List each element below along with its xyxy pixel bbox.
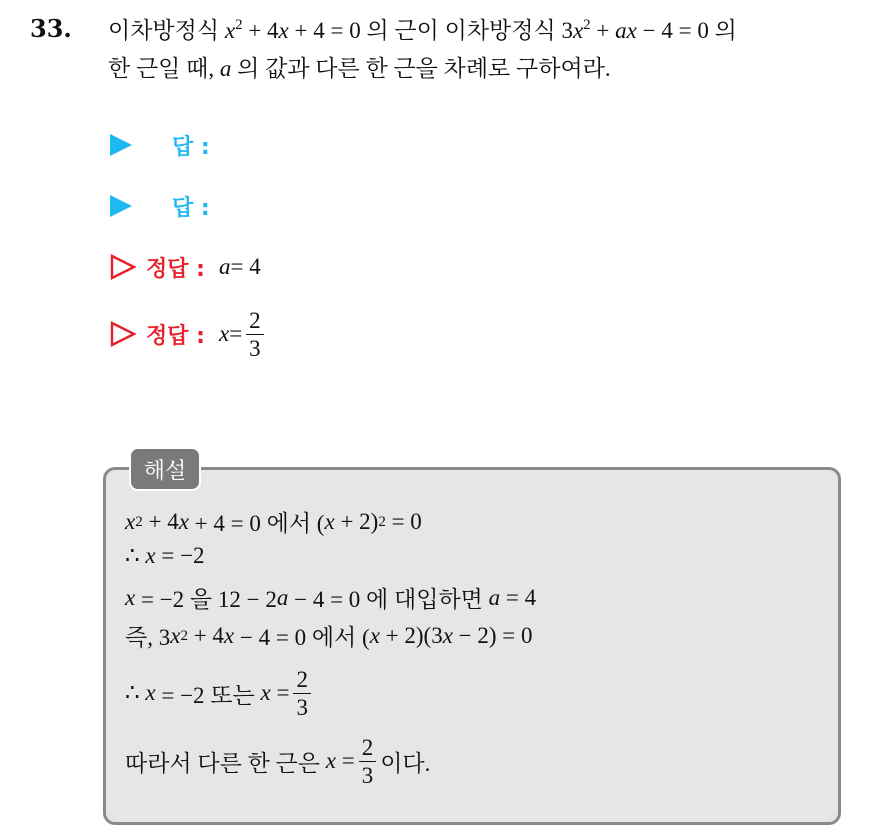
correct-label: 정답 : (146, 323, 205, 349)
numerator: 2 (296, 666, 308, 692)
var: x (224, 18, 236, 43)
fraction (293, 668, 311, 719)
text: − 4 = 0 에서 ( (234, 625, 370, 650)
answer-label: 답 : (172, 134, 210, 160)
var: x (218, 321, 230, 346)
text: = 0 (385, 508, 422, 534)
solution-line-1: x 2 + 4 x + 4 = 0 에서 ( x + 2) 2 = 0 (125, 505, 422, 538)
denominator: 3 (249, 335, 261, 361)
numerator: 2 (249, 307, 261, 333)
denominator: 3 (296, 694, 308, 720)
text: − 4 = 0 의 (636, 18, 737, 43)
solution-line-2 (125, 543, 205, 569)
correct-answer-1 (110, 247, 261, 287)
correct-value (219, 254, 261, 280)
denominator: 3 (361, 762, 374, 788)
text: + 2)(3 (379, 622, 443, 648)
var: a (488, 584, 501, 610)
var: x (324, 508, 335, 534)
text: = −2 또는 (155, 682, 261, 708)
solution-line-3 (125, 581, 536, 614)
solution-line-5 (125, 664, 315, 722)
text: − 4 = 0 에 대입하면 (288, 587, 489, 612)
var: ax (615, 18, 637, 43)
outline-arrow-icon (110, 321, 136, 347)
answer-label: 답 : (172, 195, 210, 221)
var: a (219, 56, 232, 81)
question-text (108, 12, 878, 88)
var: x (369, 622, 380, 648)
solution-line-4: 즉, 3 x 2 + 4 x − 4 = 0 에서 ( x + 2)(3 x − 2) = 0 (125, 619, 533, 652)
answer-blank-1[interactable] (110, 125, 210, 165)
therefore-symbol: ∴ (125, 543, 146, 568)
text: 즉, 3 (125, 625, 171, 650)
exponent: 2 (235, 17, 243, 33)
var: x (125, 508, 136, 534)
correct-value (219, 309, 268, 360)
text: − 2) = 0 (452, 622, 533, 648)
numerator: 2 (361, 734, 374, 760)
outline-arrow-icon (110, 254, 136, 280)
text: 이다. (380, 750, 431, 776)
text: 따라서 다른 한 근은 (125, 750, 326, 776)
question-line-1 (108, 12, 878, 50)
var: x (125, 584, 136, 610)
solution-tag: 해설 (129, 447, 201, 491)
play-arrow-icon (110, 134, 132, 156)
var: x (178, 508, 189, 534)
var: x (442, 622, 453, 648)
text: = −2 을 12 − 2 (135, 587, 277, 612)
var: x (170, 622, 181, 648)
fraction (246, 309, 264, 360)
text: + 4 (242, 18, 279, 43)
text: = 4 (500, 584, 537, 610)
text: = (229, 321, 243, 346)
fraction (359, 736, 377, 787)
text: 의 값과 다른 한 근을 차례로 구하여라. (231, 56, 611, 81)
exponent: 2 (583, 17, 591, 33)
text: + 4 = 0 의 근이 이차방정식 3 (288, 18, 573, 43)
text: = (335, 748, 355, 773)
therefore-symbol: ∴ (125, 680, 146, 705)
var: a (276, 584, 289, 610)
var: a (218, 254, 231, 279)
question-line-2 (108, 50, 878, 88)
text: 한 근일 때, (108, 56, 220, 81)
solution-line-6 (125, 732, 430, 790)
text: 이차방정식 (108, 18, 225, 43)
text: + (590, 18, 616, 43)
var: x (260, 680, 271, 705)
var: x (145, 543, 156, 568)
var: x (278, 18, 289, 43)
var: x (325, 748, 336, 773)
text: + 4 (187, 622, 224, 648)
text: = (270, 680, 290, 705)
var: x (145, 680, 156, 705)
text: + 4 = 0 에서 ( (188, 511, 325, 536)
answer-blank-2[interactable] (110, 186, 210, 226)
correct-label: 정답 : (146, 256, 205, 282)
var: x (572, 18, 584, 43)
text: + 2) (334, 508, 379, 534)
text: = −2 (155, 543, 205, 568)
correct-answer-2 (110, 306, 268, 362)
var: x (223, 622, 235, 648)
text: = 4 (230, 254, 261, 279)
text: + 4 (142, 508, 179, 534)
play-arrow-icon (110, 195, 132, 217)
question-number: 33. (30, 14, 72, 43)
